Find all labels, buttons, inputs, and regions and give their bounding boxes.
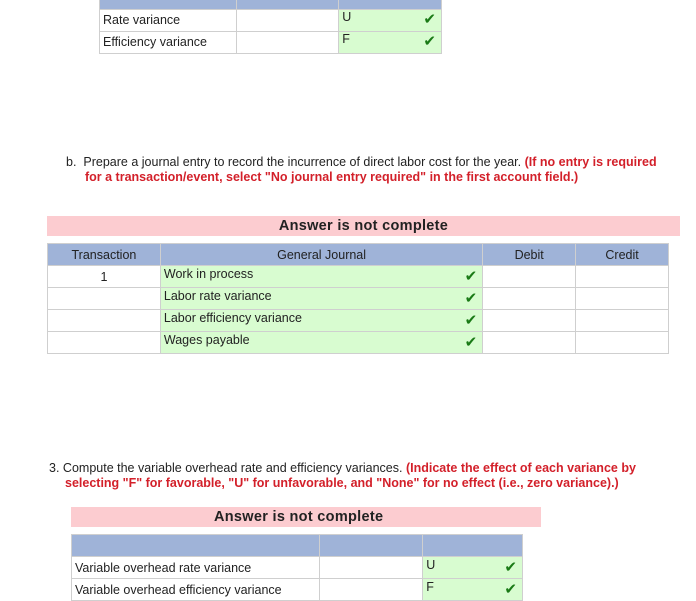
effect-select[interactable] xyxy=(339,31,442,53)
table-row xyxy=(48,310,669,332)
top-variance-table xyxy=(99,0,442,54)
account-value: Labor efficiency variance xyxy=(163,310,302,325)
overhead-header-effect xyxy=(423,535,523,557)
check-icon: ✔ xyxy=(464,333,478,351)
part-b-status-banner: Answer is not complete xyxy=(47,216,680,236)
credit-input[interactable] xyxy=(576,332,669,354)
table-row xyxy=(100,9,442,31)
amount-input[interactable] xyxy=(320,579,423,601)
overhead-header-value xyxy=(320,535,423,557)
row-label: Variable overhead rate variance xyxy=(72,557,320,579)
effect-value: F xyxy=(342,32,350,46)
check-icon: ✔ xyxy=(464,311,478,329)
account-select[interactable] xyxy=(160,288,482,310)
debit-input[interactable] xyxy=(483,332,576,354)
header-credit: Credit xyxy=(576,244,669,266)
check-icon: ✔ xyxy=(504,558,517,576)
transaction-cell xyxy=(48,332,161,354)
account-select[interactable] xyxy=(160,332,482,354)
check-icon: ✔ xyxy=(464,267,478,285)
check-icon: ✔ xyxy=(464,289,478,307)
part-3-note-1: (Indicate the effect of each variance by xyxy=(405,461,636,475)
debit-input[interactable] xyxy=(483,288,576,310)
top-header-value xyxy=(236,0,339,9)
amount-input[interactable] xyxy=(320,557,423,579)
transaction-cell: 1 xyxy=(48,266,161,288)
part-3-instructions xyxy=(49,461,691,491)
part-b-note-2: for a transaction/event, select "No journal entry required" in the first account field.) xyxy=(85,170,579,184)
check-icon: ✔ xyxy=(504,580,517,598)
header-general-journal: General Journal xyxy=(160,244,482,266)
check-icon: ✔ xyxy=(423,11,436,28)
account-select[interactable] xyxy=(160,310,482,332)
transaction-cell xyxy=(48,310,161,332)
effect-select[interactable] xyxy=(339,9,442,31)
part-b-note-1: (If no entry is required xyxy=(524,155,657,169)
amount-input[interactable] xyxy=(236,9,339,31)
account-value: Work in process xyxy=(163,266,254,281)
effect-value: U xyxy=(342,10,352,24)
effect-value: U xyxy=(426,557,436,572)
journal-table xyxy=(47,243,669,354)
overhead-header-row xyxy=(72,535,523,557)
part-3-number: 3. xyxy=(49,461,60,475)
credit-input[interactable] xyxy=(576,266,669,288)
credit-input[interactable] xyxy=(576,310,669,332)
transaction-cell xyxy=(48,288,161,310)
table-row xyxy=(48,266,669,288)
effect-value: F xyxy=(426,579,434,594)
table-row xyxy=(72,579,523,601)
account-value: Labor rate variance xyxy=(163,288,272,303)
table-row xyxy=(72,557,523,579)
part-b-letter: b. xyxy=(66,155,77,169)
overhead-variance-table xyxy=(71,534,523,601)
amount-input[interactable] xyxy=(236,31,339,53)
credit-input[interactable] xyxy=(576,288,669,310)
debit-input[interactable] xyxy=(483,266,576,288)
row-label: Rate variance xyxy=(100,9,237,31)
row-label: Variable overhead efficiency variance xyxy=(72,579,320,601)
row-label: Efficiency variance xyxy=(100,31,237,53)
debit-input[interactable] xyxy=(483,310,576,332)
part-b-instruction: Prepare a journal entry to record the incurrence of direct labor cost for the year. xyxy=(83,155,522,169)
account-value: Wages payable xyxy=(163,332,250,347)
part-b-instructions xyxy=(66,155,691,185)
effect-select[interactable] xyxy=(423,579,523,601)
effect-select[interactable] xyxy=(423,557,523,579)
table-row xyxy=(48,288,669,310)
table-row xyxy=(100,31,442,53)
account-select[interactable] xyxy=(160,266,482,288)
check-icon: ✔ xyxy=(423,33,436,50)
part-3-instruction: Compute the variable overhead rate and efficiency variances. xyxy=(62,461,403,475)
overhead-header-label xyxy=(72,535,320,557)
journal-header-row xyxy=(48,244,669,266)
part-3-status-banner: Answer is not complete xyxy=(71,507,541,527)
top-header-label xyxy=(100,0,237,9)
header-debit: Debit xyxy=(483,244,576,266)
table-row xyxy=(48,332,669,354)
header-transaction: Transaction xyxy=(48,244,161,266)
top-header-effect xyxy=(339,0,442,9)
part-3-note-2: selecting "F" for favorable, "U" for unfavorable, and "None" for no effect (i.e., zero variance).) xyxy=(65,476,619,490)
